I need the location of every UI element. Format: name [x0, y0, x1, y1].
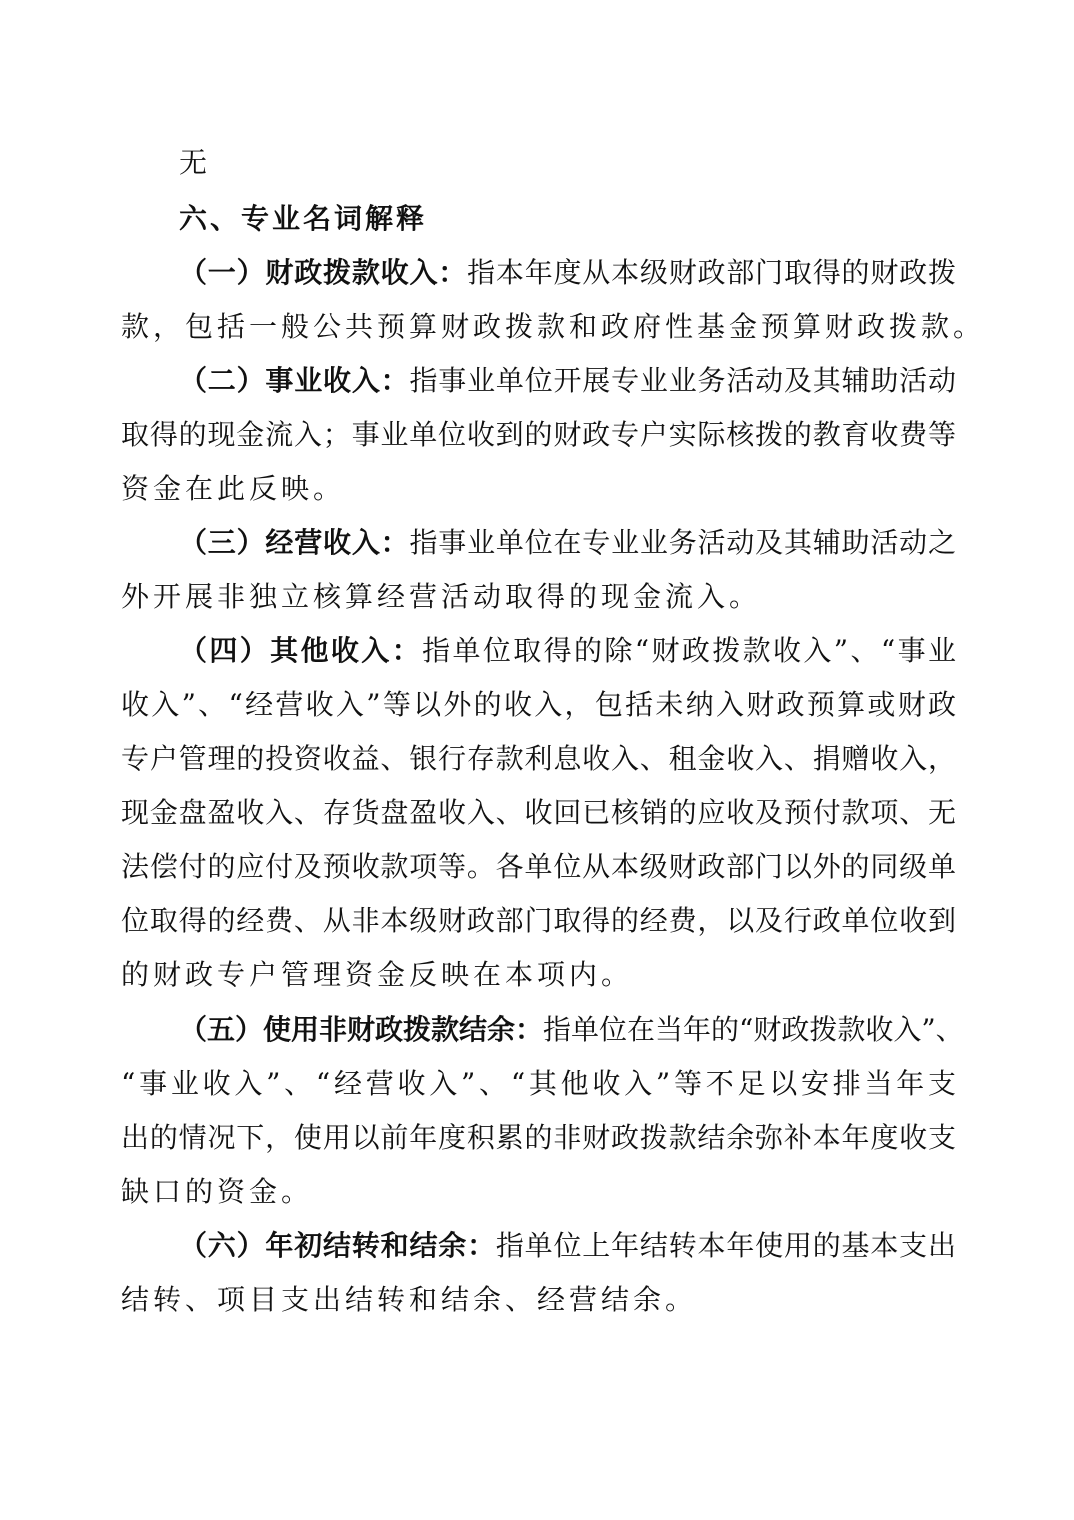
item-5-text: 指单位在当年的“财政拨款收入”、: [543, 1013, 964, 1046]
item-4-line-5: 法偿付的应付及预收款项等。各单位从本级财政部门以外的同级单: [121, 850, 956, 883]
item-1-text: 指本年度从本级财政部门取得的财政拨: [467, 256, 956, 289]
item-4-text: 指单位取得的除“财政拨款收入”、“事业: [422, 634, 956, 667]
item-4-line-3: 专户管理的投资收益、银行存款利息收入、租金收入、捐赠收入，: [121, 742, 956, 775]
item-3-separator: ：: [380, 526, 410, 559]
item-5-separator: ：: [515, 1013, 544, 1046]
item-6-separator: ：: [467, 1229, 496, 1262]
item-1-separator: ：: [438, 256, 468, 289]
item-6-term: （六）年初结转和结余: [179, 1229, 468, 1262]
item-4-term: （四）其他收入: [179, 634, 392, 667]
item-2-line-3: 资金在此反映。: [121, 472, 346, 505]
item-4-line-1: [179, 631, 956, 671]
item-2-text: 指事业单位开展专业业务活动及其辅助活动: [409, 364, 956, 397]
item-4-line-2: 收入”、“经营收入”等以外的收入，包括未纳入财政预算或财政: [121, 688, 956, 721]
item-6-line-2: 结转、项目支出结转和结余、经营结余。: [121, 1283, 698, 1316]
item-5-line-2: “事业收入”、“经营收入”、“其他收入”等不足以安排当年支: [121, 1067, 956, 1100]
item-2-line-2: 取得的现金流入；事业单位收到的财政专户实际核拨的教育收费等: [121, 418, 956, 451]
item-6-text: 指单位上年结转本年使用的基本支出: [495, 1229, 956, 1262]
item-1-line-2: 款，包括一般公共预算财政拨款和政府性基金预算财政拨款。: [121, 310, 986, 343]
item-2-separator: ：: [380, 364, 410, 397]
item-4-line-6: 位取得的经费、从非本级财政部门取得的经费，以及行政单位收到: [121, 904, 956, 937]
item-3-line-2: 外开展非独立核算经营活动取得的现金流入。: [121, 580, 762, 613]
item-3-text: 指事业单位在专业业务活动及其辅助活动之: [409, 526, 956, 559]
item-4-line-7: 的财政专户管理资金反映在本项内。: [121, 958, 634, 991]
item-5-line-3: 出的情况下，使用以前年度积累的非财政拨款结余弥补本年度收支: [121, 1121, 956, 1154]
item-2-term: （二）事业收入: [179, 364, 381, 397]
item-4-line-4: 现金盘盈收入、存货盘盈收入、收回已核销的应收及预付款项、无: [121, 796, 956, 829]
item-5-line-4: 缺口的资金。: [121, 1175, 314, 1208]
item-3-term: （三）经营收入: [179, 526, 381, 559]
section-heading: 六、专业名词解释: [179, 202, 428, 235]
item-5-term: （五）使用非财政拨款结余: [179, 1013, 516, 1046]
item-6-line-1: [179, 1226, 956, 1266]
item-2-line-1: [179, 361, 956, 401]
item-3-line-1: [179, 523, 956, 563]
none-text: 无: [179, 146, 212, 179]
item-5-line-1: [179, 1010, 964, 1050]
item-1-term: （一）财政拨款收入: [179, 256, 439, 289]
item-4-separator: ：: [391, 634, 423, 667]
item-1-line-1: [179, 253, 956, 293]
